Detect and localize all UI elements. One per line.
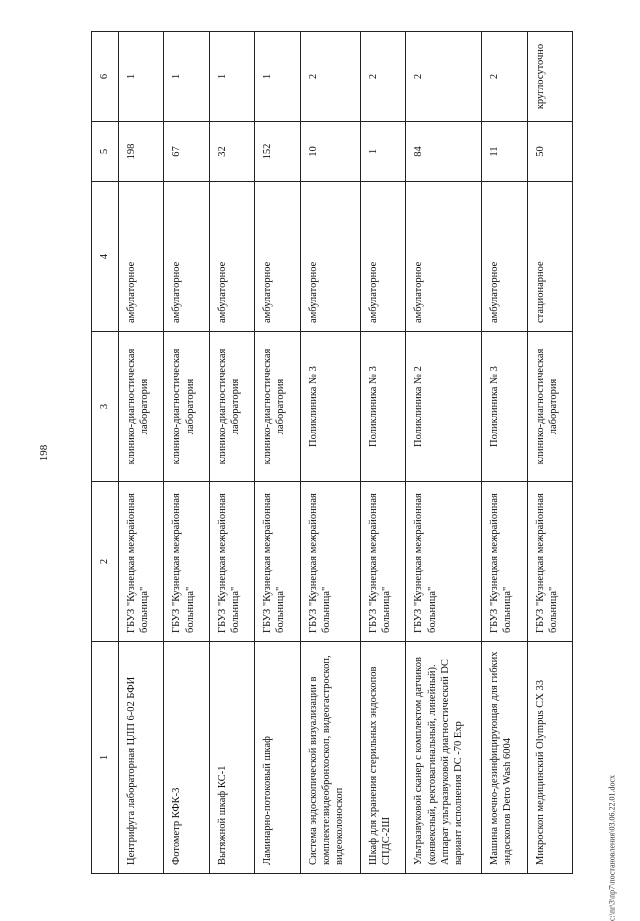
value-col5: 11 <box>482 122 527 182</box>
care-type: амбулаторное <box>361 182 406 332</box>
equipment-table-container <box>91 32 573 874</box>
equipment-name: Система эндоскопической визуализации в комплекте:видеобронхоскоп, видеогастроскоп, видеоколоноскоп <box>300 642 361 874</box>
organization: ГБУЗ "Кузнецкая межрайонная больница" <box>527 482 572 642</box>
value-col5: 198 <box>119 122 164 182</box>
value-col6: 1 <box>209 32 254 122</box>
column-header: 3 <box>92 332 119 482</box>
footer-file-path: c:\nr\3\np7\постановления\03.06.22.01.docx <box>607 774 617 921</box>
department: клинико-диагностическая лаборатория <box>164 332 209 482</box>
equipment-name: Шкаф для хранения стерильных эндоскопов СПДС-2Ш <box>361 642 406 874</box>
value-col5: 67 <box>164 122 209 182</box>
value-col6: 1 <box>255 32 300 122</box>
page-number: 198 <box>38 444 50 462</box>
equipment-table <box>91 31 573 874</box>
value-col6: 2 <box>482 32 527 122</box>
value-col5: 152 <box>255 122 300 182</box>
value-col6: 1 <box>164 32 209 122</box>
organization: ГБУЗ "Кузнецкая межрайонная больница" <box>119 482 164 642</box>
organization: ГБУЗ "Кузнецкая межрайонная больница" <box>300 482 361 642</box>
table-row <box>119 32 164 874</box>
care-type: амбулаторное <box>119 182 164 332</box>
value-col6: 2 <box>361 32 406 122</box>
column-header: 2 <box>92 482 119 642</box>
organization: ГБУЗ "Кузнецкая межрайонная больница" <box>255 482 300 642</box>
column-header: 1 <box>92 642 119 874</box>
care-type: амбулаторное <box>482 182 527 332</box>
value-col5: 1 <box>361 122 406 182</box>
department: Поликлиника № 3 <box>482 332 527 482</box>
value-col5: 10 <box>300 122 361 182</box>
equipment-name: Ламинарно-потоковый шкаф <box>255 642 300 874</box>
value-col5: 50 <box>527 122 572 182</box>
column-header: 6 <box>92 32 119 122</box>
equipment-name: Машина моечно-дезинфицирующая для гибких эндоскопов Detro Wash 6004 <box>482 642 527 874</box>
care-type: амбулаторное <box>300 182 361 332</box>
table-header-row <box>92 32 119 874</box>
table-row <box>209 32 254 874</box>
care-type: стационарное <box>527 182 572 332</box>
department: клинико-диагностическая лаборатория <box>255 332 300 482</box>
department: клинико-диагностическая лаборатория <box>527 332 572 482</box>
table-row <box>164 32 209 874</box>
table-row <box>255 32 300 874</box>
table-row <box>527 32 572 874</box>
organization: ГБУЗ "Кузнецкая межрайонная больница" <box>406 482 482 642</box>
care-type: амбулаторное <box>255 182 300 332</box>
organization: ГБУЗ "Кузнецкая межрайонная больница" <box>361 482 406 642</box>
equipment-name: Фотометр КФК-3 <box>164 642 209 874</box>
value-col5: 84 <box>406 122 482 182</box>
value-col6: 2 <box>406 32 482 122</box>
organization: ГБУЗ "Кузнецкая межрайонная больница" <box>209 482 254 642</box>
table-row <box>300 32 361 874</box>
care-type: амбулаторное <box>406 182 482 332</box>
equipment-name: Центрифуга лабораторная ЦЛП 6-02 БФИ <box>119 642 164 874</box>
table-row <box>361 32 406 874</box>
organization: ГБУЗ "Кузнецкая межрайонная больница" <box>164 482 209 642</box>
department: Поликлиника № 2 <box>406 332 482 482</box>
column-header: 5 <box>92 122 119 182</box>
table-row <box>482 32 527 874</box>
equipment-name: Вытяжной шкаф КС-1 <box>209 642 254 874</box>
table-row <box>406 32 482 874</box>
organization: ГБУЗ "Кузнецкая межрайонная больница" <box>482 482 527 642</box>
column-header: 4 <box>92 182 119 332</box>
department: клинико-диагностическая лаборатория <box>209 332 254 482</box>
care-type: амбулаторное <box>164 182 209 332</box>
care-type: амбулаторное <box>209 182 254 332</box>
value-col6: 1 <box>119 32 164 122</box>
value-col5: 32 <box>209 122 254 182</box>
department: Поликлиника № 3 <box>300 332 361 482</box>
department: Поликлиника № 3 <box>361 332 406 482</box>
department: клинико-диагностическая лаборатория <box>119 332 164 482</box>
equipment-name: Ультразвуковой сканер с комплектом датчиков (конвексный, ректовагинальный, линейный). Аппарат ультразвуковой диагностический DC вариант исполнения DC -70 Exp <box>406 642 482 874</box>
value-col6: круглосуточно <box>527 32 572 122</box>
value-col6: 2 <box>300 32 361 122</box>
equipment-name: Микроскоп медицинский Olympus CX 33 <box>527 642 572 874</box>
